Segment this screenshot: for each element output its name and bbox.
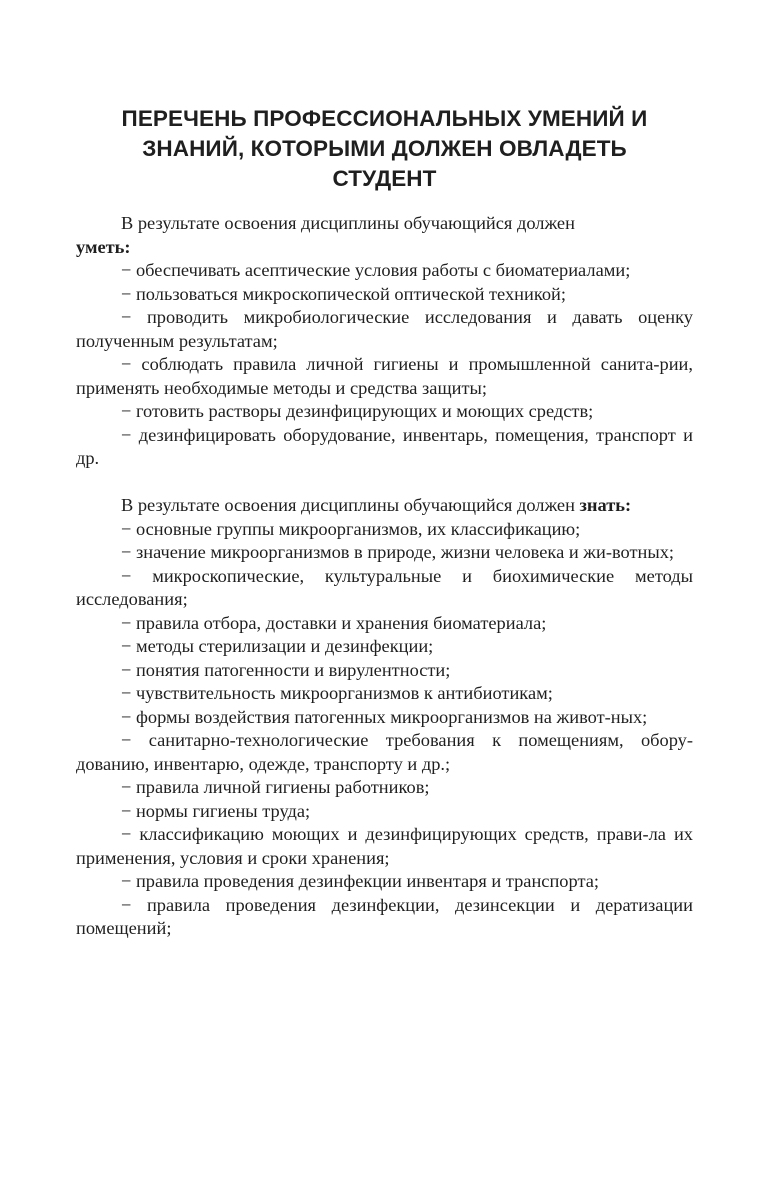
- knowledge-item-9: − санитарно-технологические требования к помещениям, обору-дованию, инвентарю, одежде, транспорту и др.;: [76, 730, 693, 774]
- skills-item-1: − обеспечивать асептические условия работы с биоматериалами;: [121, 260, 631, 280]
- knowledge-item-13: − правила проведения дезинфекции инвентаря и транспорта;: [121, 871, 599, 891]
- knowledge-intro: [76, 494, 693, 518]
- skills-item-5: − готовить растворы дезинфицирующих и моющих средств;: [121, 401, 594, 421]
- knowledge-intro-text: В результате освоения дисциплины обучающийся должен: [121, 495, 575, 515]
- knowledge-item-11: − нормы гигиены труда;: [121, 800, 311, 821]
- skills-item-4: − соблюдать правила личной гигиены и промышленной санита-рии, применять необходимые методы и средства защиты;: [76, 354, 693, 398]
- knowledge-item-7: − чувствительность микроорганизмов к антибиотикам;: [121, 683, 553, 703]
- skills-item-2: − пользоваться микроскопической оптической техникой;: [121, 283, 566, 304]
- knowledge-item-4: − правила отбора, доставки и хранения биоматериала;: [121, 612, 547, 633]
- knowledge-item-6: − понятия патогенности и вирулентности;: [121, 659, 451, 680]
- skills-intro: [76, 212, 693, 259]
- knowledge-item-3: − микроскопические, культуральные и биохимические методы исследования;: [76, 565, 693, 609]
- skills-item-3: − проводить микробиологические исследования и давать оценку полученным результатам;: [76, 307, 693, 351]
- knowledge-section: [76, 494, 693, 941]
- knowledge-item-5: − методы стерилизации и дезинфекции;: [121, 636, 434, 656]
- page-title-line-2: ЗНАНИЙ, КОТОРЫМИ ДОЛЖЕН ОВЛАДЕТЬ: [142, 136, 627, 161]
- knowledge-item-14: − правила проведения дезинфекции, дезинсекции и дератизации помещений;: [76, 894, 693, 938]
- skills-section: [76, 212, 693, 471]
- page-title: [76, 104, 693, 194]
- knowledge-item-12: − классификацию моющих и дезинфицирующих средств, прави-ла их применения, условия и сроки хранения;: [76, 824, 693, 868]
- knowledge-item-1: − основные группы микроорганизмов, их классификацию;: [121, 518, 581, 539]
- skills-keyword: уметь:: [76, 236, 131, 257]
- page-title-line-1: ПЕРЕЧЕНЬ ПРОФЕССИОНАЛЬНЫХ УМЕНИЙ И: [121, 106, 648, 131]
- knowledge-item-10: − правила личной гигиены работников;: [121, 777, 430, 797]
- page-title-line-3: СТУДЕНТ: [332, 166, 437, 191]
- skills-intro-text: В результате освоения дисциплины обучающийся должен: [121, 213, 575, 233]
- skills-item-6: − дезинфицировать оборудование, инвентарь, помещения, транспорт и др.: [76, 424, 693, 468]
- document-page: [76, 104, 693, 941]
- section-gap: [76, 471, 693, 495]
- knowledge-keyword: знать:: [579, 495, 632, 515]
- knowledge-item-2: − значение микроорганизмов в природе, жизни человека и жи-вотных;: [121, 542, 674, 562]
- knowledge-item-8: − формы воздействия патогенных микроорганизмов на живот-ных;: [121, 706, 648, 727]
